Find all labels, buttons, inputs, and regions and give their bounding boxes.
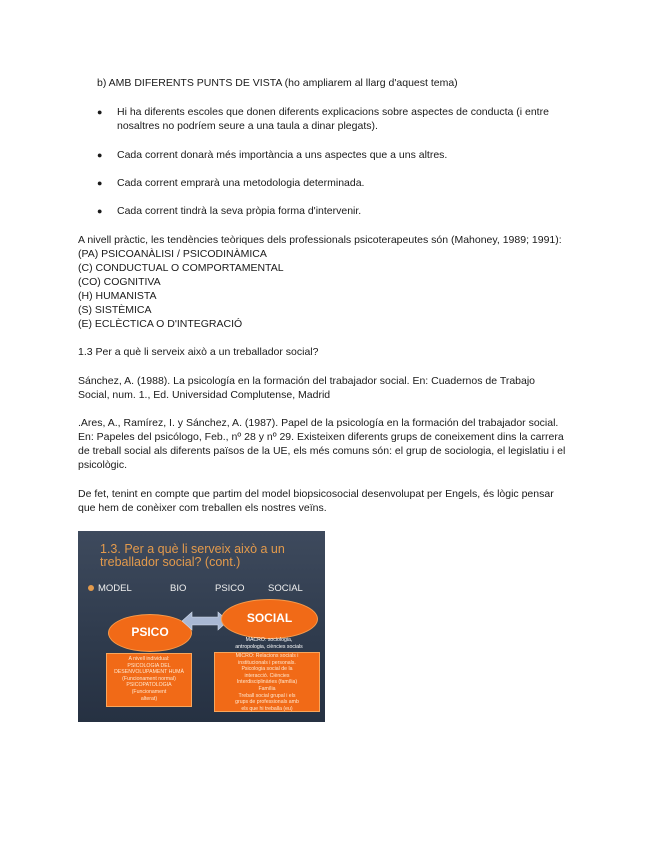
tendency-item: (S) SISTÈMICA xyxy=(78,304,152,316)
slide-social-label: SOCIAL xyxy=(268,583,303,594)
slide-text-line: Família xyxy=(258,685,276,692)
slide-text-line: MACRO: sociologia, xyxy=(245,637,293,643)
slide-text-line: (Funcionament normal) xyxy=(122,675,176,682)
bullet-icon: ● xyxy=(97,178,103,188)
embedded-slide-image xyxy=(78,531,325,722)
reference-1-line-2: Social, num. 1., Ed. Universidad Complutense, Madrid xyxy=(78,389,331,401)
closing-line-2: que hem de conèixer com treballen els nostres veïns. xyxy=(78,502,327,514)
slide-title: 1.3. Per a què li serveix això a un treballador social? (cont.) xyxy=(100,542,285,569)
tendencies-intro: A nivell pràctic, les tendències teòriques dels professionals psicoterapeutes són (Mahoney, 1989; 1991): xyxy=(78,234,562,246)
psico-detail-box xyxy=(106,653,192,707)
tendency-item: (E) ECLÈCTICA O D'INTEGRACIÓ xyxy=(78,318,243,330)
slide-text-line: alterat) xyxy=(140,695,158,702)
slide-text-line: Psicologia social de la xyxy=(241,666,293,673)
bullet-1-line-1: Hi ha diferents escoles que donen diferents explicacions sobre aspectes de conducta (i entre xyxy=(117,106,549,118)
bullet-dot-icon xyxy=(88,585,94,591)
macro-micro-text xyxy=(213,637,325,650)
slide-text-line: interacció. Ciències xyxy=(244,672,290,679)
tendency-item: (C) CONDUCTUAL O COMPORTAMENTAL xyxy=(78,262,284,274)
bullet-2: Cada corrent donarà més importància a uns aspectes que a uns altres. xyxy=(117,149,448,161)
bullet-icon: ● xyxy=(97,107,103,117)
slide-psico-label: PSICO xyxy=(215,583,245,594)
bullet-1-line-2: nosaltres no podríem seure a una taula a dinar plegats). xyxy=(117,120,378,132)
slide-text-line: MICRO: Relacions socials i xyxy=(235,653,299,659)
slide-bio-label: BIO xyxy=(170,583,187,594)
psico-oval-label: PSICO xyxy=(131,625,169,639)
bullet-icon: ● xyxy=(97,150,103,160)
psico-oval xyxy=(108,614,192,652)
social-detail-box xyxy=(214,652,320,712)
slide-model-label: MODEL xyxy=(98,583,132,594)
section-heading: 1.3 Per a què li serveix això a un treballador social? xyxy=(78,346,319,358)
slide-text-line: (Funcionament xyxy=(131,688,167,695)
bullet-icon: ● xyxy=(97,206,103,216)
slide-text-line: A nivell individual: xyxy=(128,656,170,662)
slide-text-line: antropologia, ciències socials xyxy=(235,643,303,650)
tendency-item: (H) HUMANISTA xyxy=(78,290,157,302)
slide-text-line: Treball social grupal i els xyxy=(238,692,296,699)
slide-text-line: Interdisciplinàries (família) xyxy=(236,679,298,686)
reference-2-line-2: En: Papeles del psicólogo, Feb., nº 28 y nº 29. Existeixen diferents grups de coneixement dins la carrera xyxy=(78,431,564,443)
tendency-item: (CO) COGNITIVA xyxy=(78,276,161,288)
bullet-4: Cada corrent tindrà la seva pròpia forma d'intervenir. xyxy=(117,205,362,217)
social-oval-label: SOCIAL xyxy=(246,611,293,625)
slide-text-line: PSICOLOGIA DEL xyxy=(127,662,171,669)
bullet-3: Cada corrent emprarà una metodologia determinada. xyxy=(117,177,365,189)
slide-text-line: DESENVOLUPAMENT HUMÀ xyxy=(114,669,184,676)
slide-text-line: grups de professionals amb xyxy=(235,699,299,706)
closing-line-1: De fet, tenint en compte que partim del model biopsicosocial desenvolupat per Engels, és lògic pensar xyxy=(78,488,554,500)
list-item-b: b) AMB DIFERENTS PUNTS DE VISTA (ho ampliarem al llarg d'aquest tema) xyxy=(97,77,458,89)
slide-text-line: PSICOPATOLOGIA xyxy=(126,682,172,689)
social-oval xyxy=(221,599,318,639)
slide-text-line: els que hi treballa (eu) xyxy=(241,705,293,712)
reference-1-line-1: Sánchez, A. (1988). La psicología en la formación del trabajador social. En: Cuadernos de Trabajo xyxy=(78,375,536,387)
tendency-item: (PA) PSICOANÀLISI / PSICODINÀMICA xyxy=(78,248,267,260)
slide-text-line: institucionals i personals. xyxy=(238,659,296,666)
reference-2-line-1: .Ares, A., Ramírez, I. y Sánchez, A. (1987). Papel de la psicología en la formación del trabajador social. xyxy=(78,417,559,429)
reference-2-line-4: psicològic. xyxy=(78,459,128,471)
reference-2-line-3: de treball social als diferents països de la UE, els més comuns són: el grup de sociologia, el legislatiu i el xyxy=(78,445,566,457)
